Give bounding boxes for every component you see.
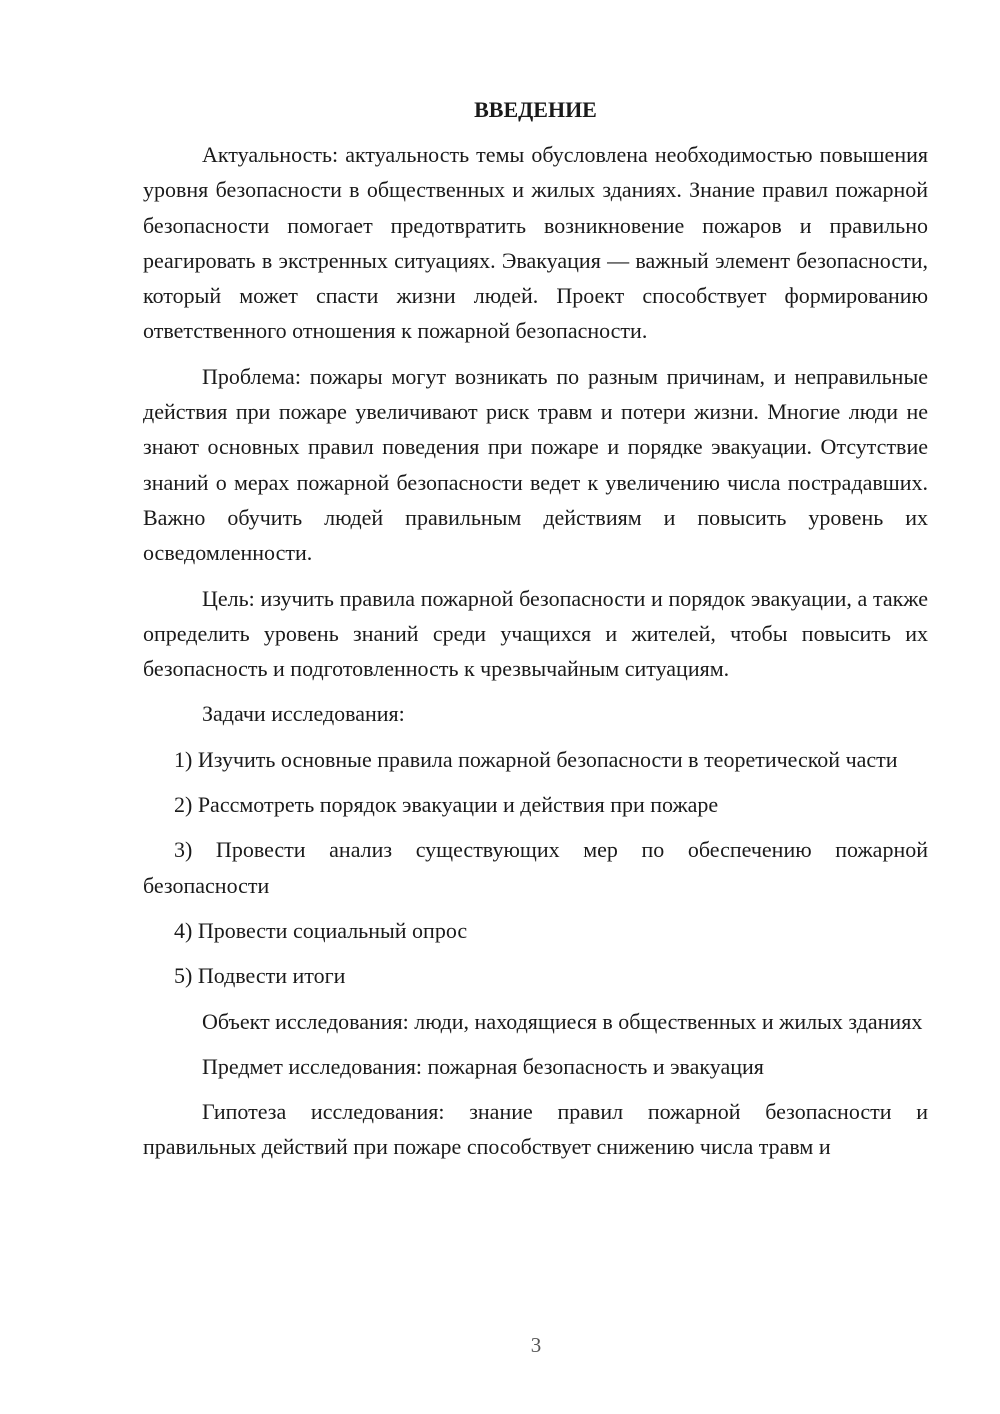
task-item: 4) Провести социальный опрос: [174, 917, 468, 943]
task-item: 2) Рассмотреть порядок эвакуации и действия при пожаре: [174, 792, 719, 818]
page-number: 3: [530, 1333, 542, 1357]
subject-paragraph: Предмет исследования: пожарная безопасность и эвакуация: [202, 1053, 764, 1079]
page-body: [143, 92, 928, 1175]
relevance-paragraph: Актуальность: актуальность темы обусловлена необходимостью повышения уровня безопасности в общественных и жилых зданиях. Знание правил пожарной безопасности помогает предотвратить возникновение пожаров и правильно реагировать в экстренных ситуациях. Эвакуация — важный элемент безопасности, который может спасти жизни людей. Проект способствует формированию ответственного отношения к пожарной безопасности.: [143, 142, 928, 344]
hypothesis-paragraph: Гипотеза исследования: знание правил пожарной безопасности и правильных действий при пожаре способствует снижению числа травм и: [143, 1099, 928, 1160]
task-item: 1) Изучить основные правила пожарной безопасности в теоретической части: [174, 746, 898, 772]
tasks-heading: Задачи исследования:: [202, 701, 405, 727]
task-item: 5) Подвести итоги: [174, 963, 346, 989]
object-paragraph: Объект исследования: люди, находящиеся в общественных и жилых зданиях: [202, 1008, 923, 1034]
problem-paragraph: Проблема: пожары могут возникать по разным причинам, и неправильные действия при пожаре увеличивают риск травм и потери жизни. Многие люди не знают основных правил поведения при пожаре и порядке эвакуации. Отсутствие знаний о мерах пожарной безопасности ведет к увеличению числа пострадавших. Важно обучить людей правильным действиям и повысить уровень их осведомленности.: [143, 363, 928, 566]
page-title: ВВЕДЕНИЕ: [474, 97, 597, 122]
goal-paragraph: Цель: изучить правила пожарной безопасности и порядок эвакуации, а также определить уровень знаний среди учащихся и жителей, чтобы повысить их безопасность и подготовленность к чрезвычайным ситуациям.: [143, 585, 928, 682]
task-item: 3) Провести анализ существующих мер по обеспечению пожарной безопасности: [143, 837, 928, 898]
